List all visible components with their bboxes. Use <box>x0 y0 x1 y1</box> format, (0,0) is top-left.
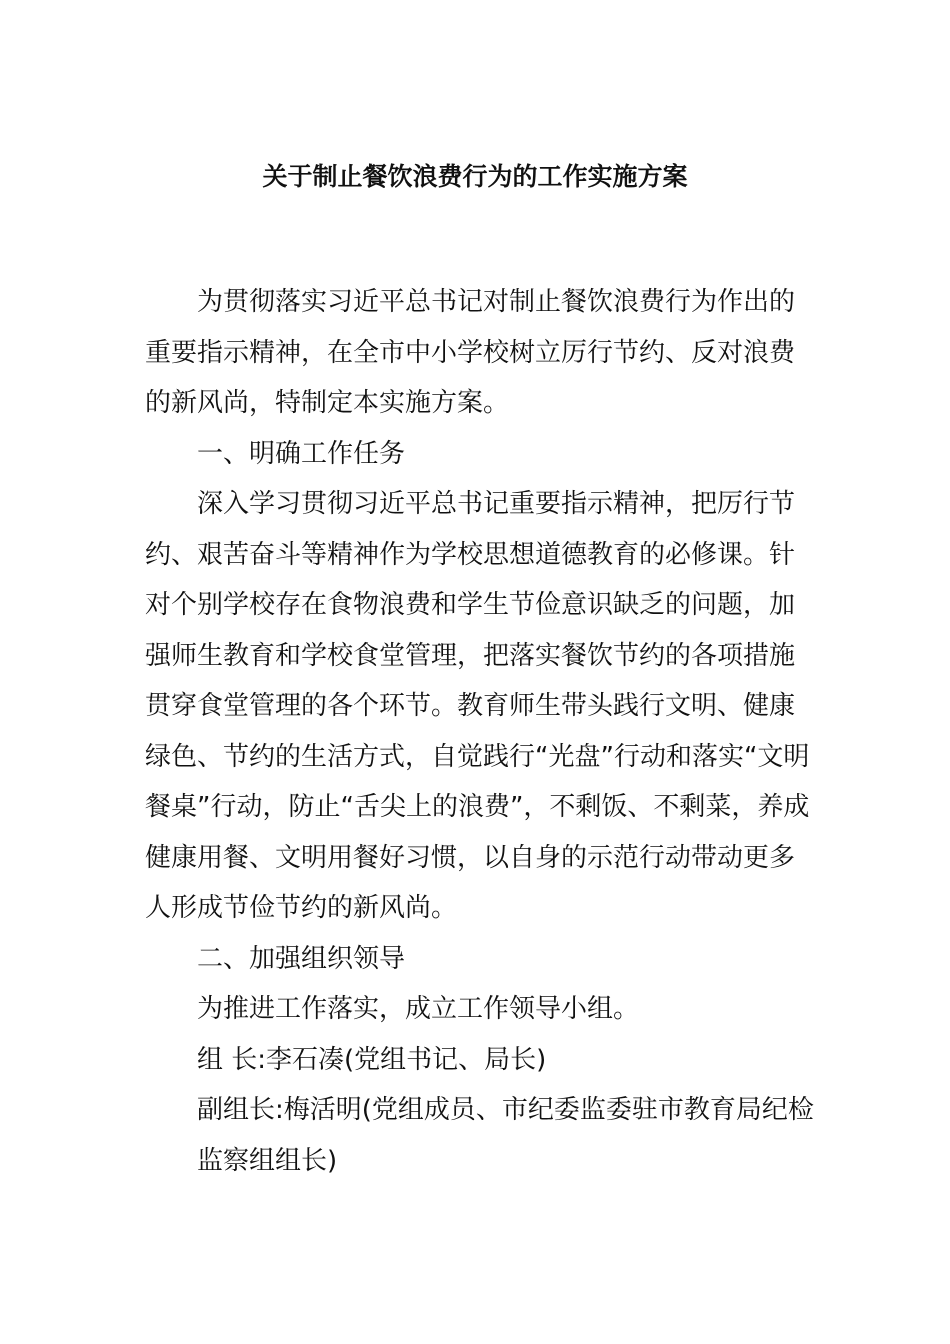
paragraph-line: 副组长:梅活明(党组成员、市纪委监委驻市教育局纪检 <box>197 1095 814 1125</box>
paragraph-line: 贯穿食堂管理的各个环节。教育师生带头践行文明、健康 <box>145 691 796 721</box>
paragraph-line: 绿色、节约的生活方式，自觉践行“光盘”行动和落实“文明 <box>145 741 810 772</box>
paragraph-line: 人形成节俭节约的新风尚。 <box>145 893 458 923</box>
paragraph-line: 监察组组长) <box>197 1145 338 1176</box>
paragraph-line: 对个别学校存在食物浪费和学生节俭意识缺乏的问题，加 <box>145 590 796 620</box>
paragraph-line: 为推进工作落实，成立工作领导小组。 <box>197 994 640 1024</box>
paragraph-line: 组 长:李石凑(党组书记、局长) <box>197 1044 547 1075</box>
paragraph-line: 的新风尚，特制定本实施方案。 <box>145 388 510 418</box>
document-title: 关于制止餐饮浪费行为的工作实施方案 <box>262 162 688 191</box>
section-heading: 二、加强组织领导 <box>197 943 406 974</box>
paragraph-line: 强师生教育和学校食堂管理，把落实餐饮节约的各项措施 <box>145 640 796 671</box>
paragraph-line: 深入学习贯彻习近平总书记重要指示精神，把厉行节 <box>197 489 796 519</box>
paragraph-line: 餐桌”行动，防止“舌尖上的浪费”，不剩饭、不剩菜，养成 <box>145 792 810 822</box>
document-body <box>145 277 815 1186</box>
paragraph-line: 重要指示精神，在全市中小学校树立厉行节约、反对浪费 <box>145 337 796 368</box>
paragraph-line: 健康用餐、文明用餐好习惯，以自身的示范行动带动更多 <box>145 842 796 873</box>
paragraph-line: 为贯彻落实习近平总书记对制止餐饮浪费行为作出的 <box>197 287 796 317</box>
paragraph-line: 约、艰苦奋斗等精神作为学校思想道德教育的必修课。针 <box>145 539 796 570</box>
section-heading: 一、明确工作任务 <box>197 438 406 469</box>
